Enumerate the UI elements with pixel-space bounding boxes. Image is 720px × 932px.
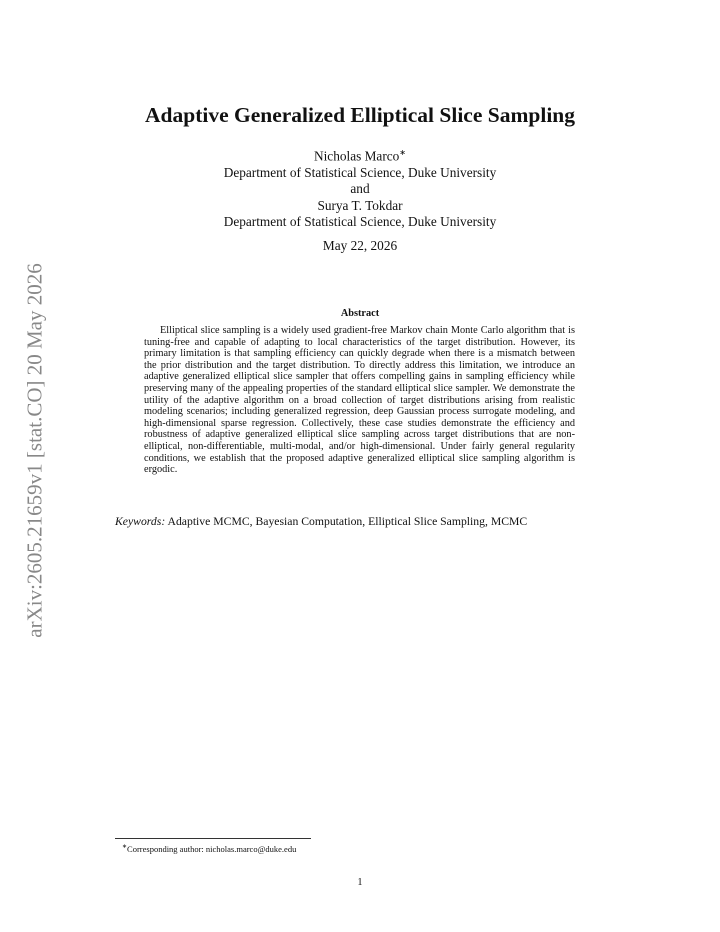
footnote-rule [115,838,311,839]
corresponding-marker: ∗ [399,148,406,157]
author-conjunction: and [350,181,370,197]
author-affiliation: Department of Statistical Science, Duke University [223,164,497,180]
keywords-label: Keywords: [115,515,166,528]
footnote [122,843,296,854]
author-name: Surya T. Tokdar [317,197,403,213]
author-name: Nicholas Marco∗ [314,148,406,164]
abstract-text: Elliptical slice sampling is a widely used gradient-free Markov chain Monte Carlo algorithm that is tuning-free and capable of adapting to local characteristics of the target distribution. However, its primary limitation is that sampling efficiency can quickly degrade when there is a mismatch between the prior distribution and the target distribution. To directly address this limitation, we introduce an adaptive generalized elliptical slice sampler that offers compelling gains in sampling efficiency while preserving many of the appealing properties of the standard elliptical slice sampler. We demonstrate the utility of the adaptive algorithm on a broad collection of target distributions arising from realistic modeling scenarios; including generalized regression, deep Gaussian process surrogate modeling, and high-dimensional sparse regression. Collectively, these case studies demonstrate the efficiency and robustness of adaptive generalized elliptical slice sampling across target distributions that are non-elliptical, non-differentiable, multi-modal, and/or high-dimensional. Under fairly general regularity conditions, we establish that the proposed adaptive generalized elliptical slice sampling algorithm is ergodic. [144,325,575,476]
abstract-heading: Abstract [340,308,380,319]
author-affiliation: Department of Statistical Science, Duke University [223,214,497,230]
keywords-list: Adaptive MCMC, Bayesian Computation, Elliptical Slice Sampling, MCMC [167,515,528,528]
footnote-marker: ∗ [122,844,128,850]
paper-title: Adaptive Generalized Elliptical Slice Sampling [145,103,575,127]
paper-date: May 22, 2026 [322,238,398,253]
keywords-line [115,515,615,528]
page-number: 1 [357,877,363,888]
footnote-text: Corresponding author: nicholas.marco@duke.edu [127,843,297,854]
author-block [0,145,720,231]
arxiv-identifier: arXiv:2605.21659v1 [stat.CO] 20 May 2026 [22,262,47,638]
